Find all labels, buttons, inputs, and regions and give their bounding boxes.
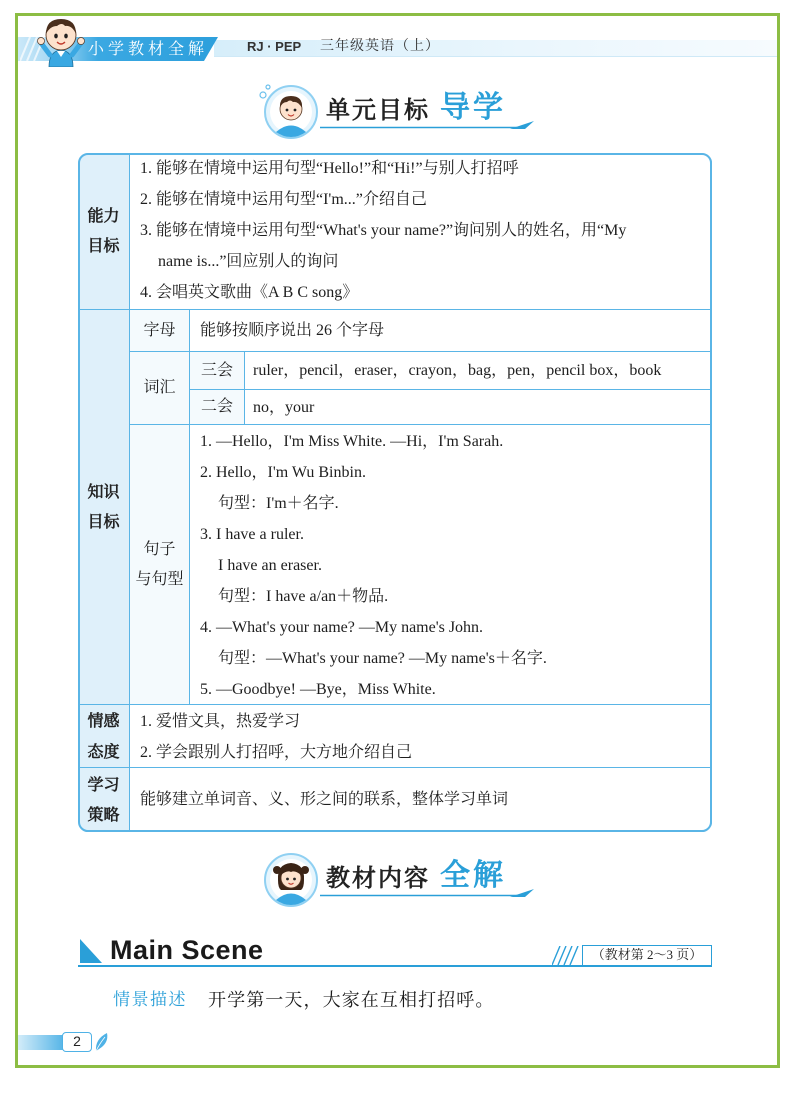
edition-label: RJ · PEP <box>247 39 302 54</box>
title-underline <box>320 888 534 898</box>
scene-description-text: 开学第一天，大家在互相打招呼。 <box>208 990 495 1010</box>
knowledge-goals-label <box>78 310 130 705</box>
letters-text: 能够按顺序说出 26 个字母 <box>200 322 385 339</box>
goal-line: 4. 会唱英文歌曲《A B C song》 <box>140 284 359 301</box>
label-line: 句子 <box>143 540 176 558</box>
triangle-marker-icon <box>80 939 102 963</box>
label-line: 二会 <box>200 398 233 415</box>
sentences-label <box>130 425 190 705</box>
strategy-goals-label <box>78 768 130 832</box>
book-title: 三年级英语（上） <box>320 39 440 54</box>
unit-goals-title: 单元目标 <box>326 96 430 124</box>
label-line: 三会 <box>200 361 233 379</box>
sentence-line: 2. Hello，I'm Wu Binbin. <box>200 464 366 481</box>
vocab-level-label <box>190 390 245 425</box>
goal-line: 2. 学会跟别人打招呼，大方地介绍自己 <box>140 744 413 761</box>
content-section-title-accent: 全解 <box>440 858 506 893</box>
goal-line: 1. 能够在情境中运用句型“Hello!”和“Hi!”与别人打招呼 <box>140 160 519 177</box>
strategy-goals-content <box>130 768 712 832</box>
sentences-content <box>190 425 712 705</box>
sentence-line: 5. —Goodbye! —Bye，Miss White. <box>200 681 436 698</box>
series-title: 小学教材全解 <box>88 39 209 58</box>
unit-goals-title-accent: 导学 <box>440 90 506 125</box>
sentence-line: I have an eraser. <box>218 557 322 574</box>
main-scene-heading: Main Scene <box>110 935 264 965</box>
page-number-bar <box>18 1035 66 1050</box>
boy-avatar-icon <box>257 82 319 140</box>
letters-label <box>130 310 190 352</box>
label-line: 策略 <box>87 804 120 824</box>
vocab-words: no，your <box>253 398 315 416</box>
sentence-line: 1. —Hello，I'm Miss White. —Hi，I'm Sarah. <box>200 433 504 450</box>
vocab-words: ruler，pencil，eraser，crayon，bag，pen，pencil box，book <box>253 362 662 379</box>
title-underline <box>320 120 534 130</box>
sentence-line: 句型：I'm＋名字. <box>218 495 339 512</box>
content-section-title: 教材内容 <box>326 864 430 892</box>
strategy-text: 能够建立单词音、义、形之间的联系，整体学习单词 <box>140 791 509 808</box>
vocab-level-label <box>190 352 245 390</box>
tag-stripes-icon <box>552 946 582 965</box>
girl-avatar-icon <box>257 850 319 908</box>
unit-goals-table <box>78 153 712 832</box>
textbook-page-ref: （教材第 2～3 页） <box>582 945 712 966</box>
vocab-level-words <box>245 390 712 425</box>
page-number: 2 <box>62 1032 92 1052</box>
sentence-line: 3. I have a ruler. <box>200 526 304 543</box>
vocab-level-words <box>245 352 712 390</box>
attitude-goals-label <box>78 705 130 768</box>
ability-goals-label <box>78 153 130 310</box>
letters-content <box>190 310 712 352</box>
label-line: 学习 <box>87 774 120 794</box>
label-line: 知识 <box>87 482 120 501</box>
label-line: 目标 <box>87 512 120 531</box>
label-line: 词汇 <box>143 379 176 396</box>
label-line: 目标 <box>87 236 120 255</box>
label-line: 态度 <box>87 742 120 761</box>
label-line: 情感 <box>87 711 120 730</box>
attitude-goals-content <box>130 705 712 768</box>
ability-goals-content <box>130 153 712 310</box>
goal-line: 3. 能够在情境中运用句型“What's your name?”询问别人的姓名，用“My <box>140 222 627 239</box>
leaf-icon <box>93 1031 111 1053</box>
sentence-line: 句型：I have a/an＋物品. <box>218 588 389 605</box>
boy-mascot-icon <box>35 13 87 67</box>
goal-line: name is...”回应别人的询问 <box>158 253 339 270</box>
label-line: 字母 <box>143 321 176 339</box>
goal-line: 1. 爱惜文具，热爱学习 <box>140 713 301 730</box>
label-line: 与句型 <box>135 570 184 588</box>
sentence-line: 4. —What's your name? —My name's John. <box>200 619 484 636</box>
header-band-line <box>214 56 777 57</box>
label-line: 能力 <box>87 206 120 225</box>
goal-line: 2. 能够在情境中运用句型“I'm...”介绍自己 <box>140 191 427 208</box>
vocab-label <box>130 352 190 425</box>
scene-description-label: 情景描述 <box>113 990 187 1010</box>
sentence-line: 句型：—What's your name? —My name's＋名字. <box>218 650 547 667</box>
